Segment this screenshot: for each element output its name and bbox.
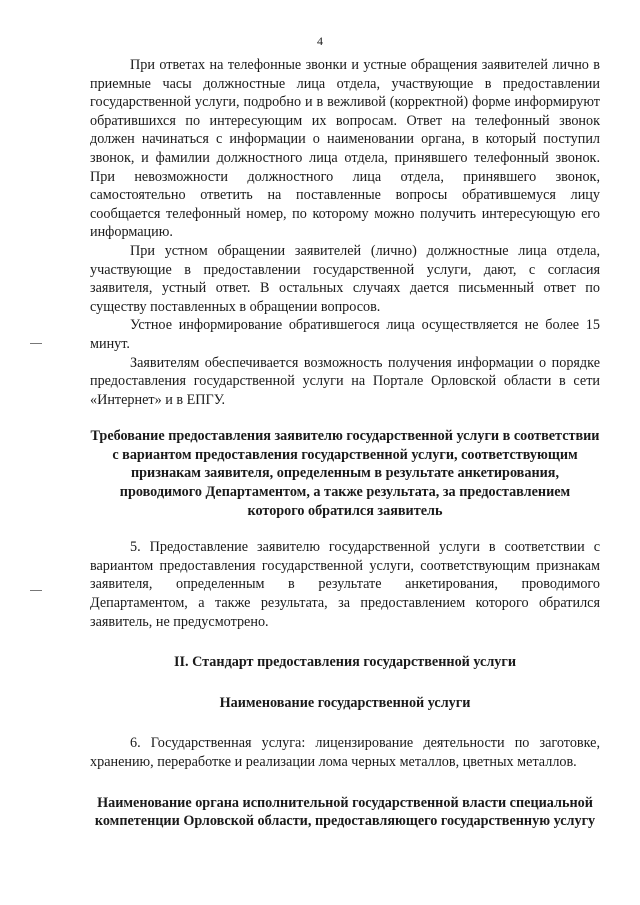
paragraph-oral-duration: Устное информирование обратившегося лица осуществляется не более 15 минут. (90, 317, 600, 352)
paragraph-item-5: 5. Предоставление заявителю государственной услуги в соответствии с вариантом предоставления государственной услуги, соответствующим признакам заявителя, определенным в результате анкетирования, проводимого Департаментом, а также результата, за предоставлением которого обратился заявитель, не предусмотрено. (90, 539, 600, 630)
paragraph-oral-inquiry: При устном обращении заявителей (лично) должностные лица отдела, участвующие в предоставлении государственной услуги, дают, с согласия заявителя, устный ответ. В остальных случаях дается письменный ответ по существу поставленных в обращении вопросов. (90, 242, 600, 315)
paragraph-portal-info: Заявителям обеспечивается возможность получения информации о порядке предоставления государственной услуги на Портале Орловской области в сети «Интернет» и в ЕПГУ. (90, 354, 600, 408)
paragraph-phone-inquiries: При ответах на телефонные звонки и устные обращения заявителей лично в приемные часы должностные лица отдела, участвующие в предоставлении государственной услуги, подробно и в вежливой (корректной) форме информируют обратившихся по интересующим их вопросам. Ответ на телефонный звонок должен начинаться с информации о наименовании органа, в который поступил звонок, и фамилии должностного лица отдела, принявшего телефонный звонок. При невозможности должностного лица отдела, принявшего звонок, самостоятельно ответить на поставленные вопросы обратившемуся лицу сообщается телефонный номер, по которому можно получить интересующую его информацию. (90, 57, 600, 241)
heading-service-name: Наименование государственной услуги (219, 694, 471, 711)
heading-authority-name: Наименование органа исполнительной государственной власти специальной компетенции Орловской области, предоставляющего государственную услугу (94, 794, 596, 830)
heading-section-2: II. Стандарт предоставления государственной услуги (173, 654, 517, 671)
heading-variant-requirement: Требование предоставления заявителю государственной услуги в соответствии с вариантом предоставления государственной услуги, соответствующим признакам заявителя, определенным в результате анкетирования, проводимого Департаментом, а также результата, за предоставлением которого обратился заявитель (90, 428, 600, 519)
paragraph-item-6: 6. Государственная услуга: лицензирование деятельности по заготовке, хранению, переработке и реализации лома черных металлов, цветных металлов. (90, 735, 600, 770)
margin-mark (30, 343, 42, 344)
page-number: 4 (317, 34, 323, 48)
margin-mark (30, 590, 42, 591)
document-body (90, 56, 600, 831)
